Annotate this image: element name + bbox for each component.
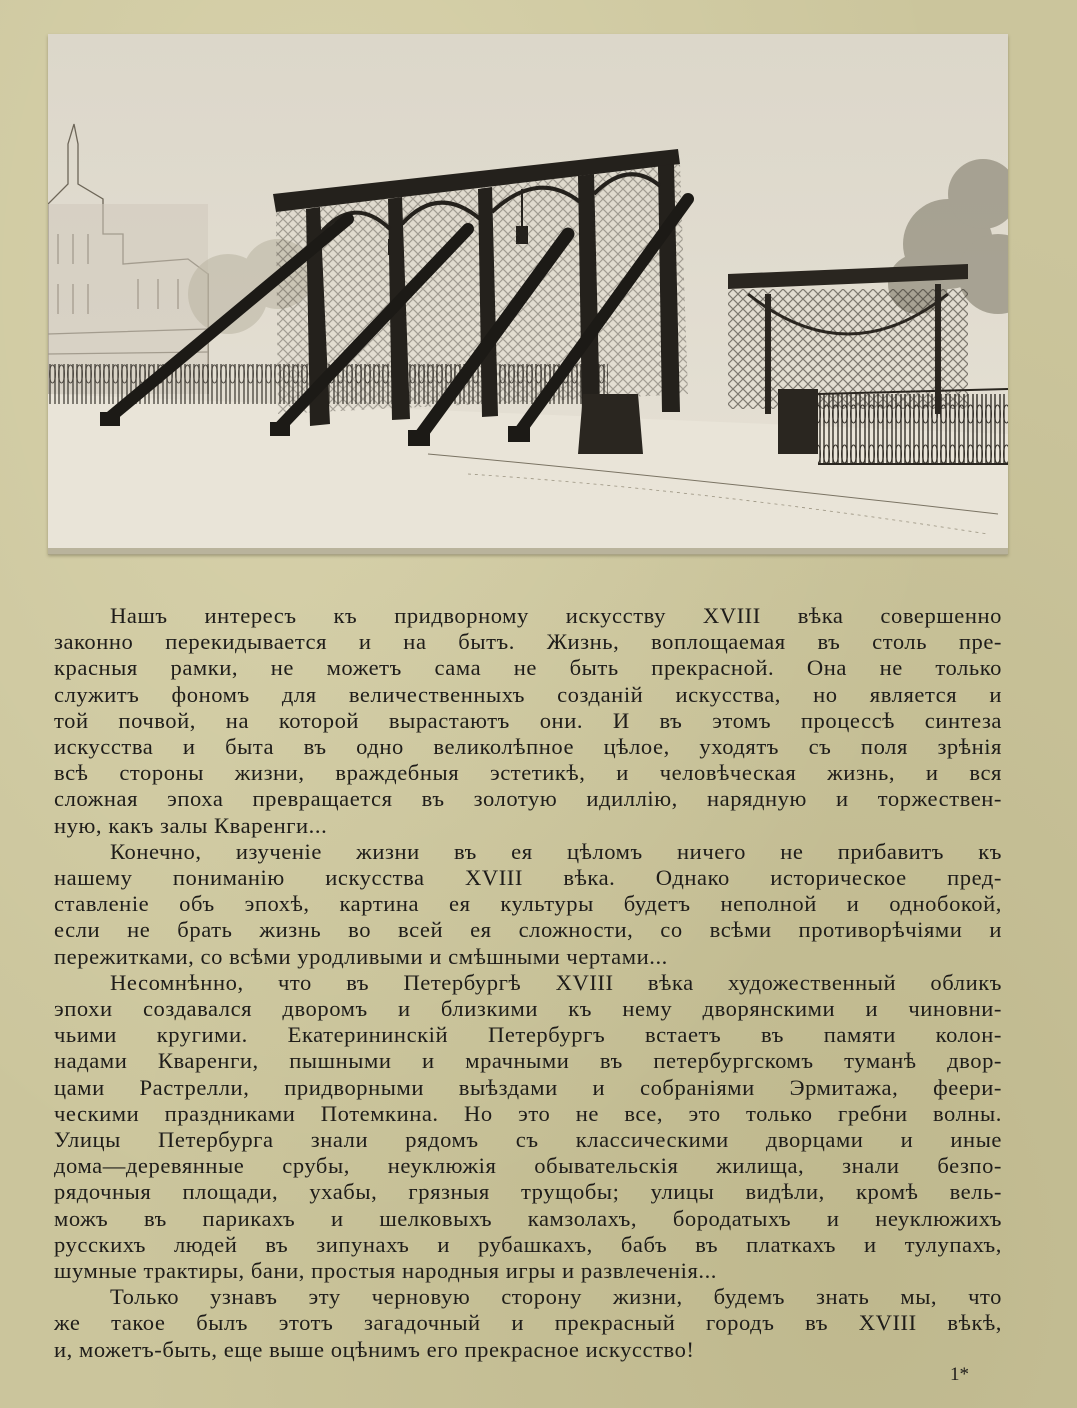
text-line: Улицы Петербурга знали рядомъ съ классическими дворцами и иные bbox=[54, 1127, 1002, 1153]
text-line: нашему пониманію искусства XVIII вѣка. Однако историческое пред- bbox=[54, 865, 1002, 891]
text-line: служитъ фономъ для величественныхъ созданій искусства, но является и bbox=[54, 681, 1002, 707]
bridge-engraving bbox=[48, 34, 1008, 554]
main-text bbox=[54, 603, 1002, 1363]
text-line: чьими кругими. Екатерининскій Петербургъ встаетъ въ памяти колон- bbox=[54, 1022, 1002, 1048]
text-line: Нашъ интересъ къ придворному искусству XVIII вѣка совершенно bbox=[110, 603, 1002, 628]
text-line: искусства и быта въ одно великолѣпное цѣлое, уходятъ съ поля зрѣнія bbox=[54, 734, 1002, 760]
text-line: красныя рамки, не можетъ сама не быть прекрасной. Она не только bbox=[54, 655, 1002, 681]
text-line: ную, какъ залы Кваренги... bbox=[54, 812, 328, 838]
text-line: и, можетъ-быть, еще выше оцѣнимъ его прекрасное искусство! bbox=[54, 1336, 695, 1362]
paragraph-1 bbox=[54, 603, 1002, 839]
text-line: ставленіе объ эпохѣ, картина ея культуры будетъ неполной и однобокой, bbox=[54, 891, 1002, 917]
text-line: надами Кваренги, пышными и мрачными въ петербургскомъ туманѣ двор- bbox=[54, 1048, 1002, 1074]
text-line: пережитками, со всѣми уродливыми и смѣшными чертами... bbox=[54, 943, 668, 969]
paragraph-3 bbox=[54, 970, 1002, 1284]
paragraph-2 bbox=[54, 839, 1002, 970]
text-line: цами Растрелли, придворными выѣздами и собраніями Эрмитажа, феери- bbox=[54, 1074, 1002, 1100]
text-line: Конечно, изученіе жизни въ ея цѣломъ ничего не прибавитъ къ bbox=[110, 838, 1002, 864]
bridge-illustration bbox=[48, 34, 1008, 554]
text-line: эпохи создавался дворомъ и близкими къ нему дворянскими и чиновни- bbox=[54, 996, 1002, 1022]
text-line: всѣ стороны жизни, враждебныя эстетикѣ, и человѣческая жизнь, и вся bbox=[54, 760, 1002, 786]
text-line: рядочныя площади, ухабы, грязныя трущобы; улицы видѣли, кромѣ вель- bbox=[54, 1179, 1002, 1205]
text-line: же такое былъ этотъ загадочный и прекрасный городъ въ XVIII вѣкѣ, bbox=[54, 1310, 1002, 1336]
text-line: Несомнѣнно, что въ Петербургѣ XVIII вѣка художественный обликъ bbox=[110, 969, 1002, 995]
text-line: сложная эпоха превращается въ золотую идиллію, нарядную и торжествен- bbox=[54, 786, 1002, 812]
text-line: если не брать жизнь во всей ея сложности, со всѣми противорѣчіями и bbox=[54, 917, 1002, 943]
page-number: 1* bbox=[950, 1364, 969, 1385]
text-line: законно перекидывается и на бытъ. Жизнь, воплощаемая въ столь пре- bbox=[54, 629, 1002, 655]
text-line: можъ въ парикахъ и шелковыхъ камзолахъ, бородатыхъ и неуклюжихъ bbox=[54, 1205, 1002, 1231]
text-line: шумные трактиры, бани, простыя народныя игры и развлеченія... bbox=[54, 1258, 718, 1284]
paragraph-4 bbox=[54, 1284, 1002, 1363]
text-line: русскихъ людей въ зипунахъ и рубашкахъ, бабъ въ платкахъ и тулупахъ, bbox=[54, 1231, 1002, 1257]
text-line: Только узнавъ эту черновую сторону жизни, будемъ знать мы, что bbox=[110, 1284, 1002, 1310]
text-line: дома—деревянные срубы, неуклюжія обывательскія жилища, знали безпо- bbox=[54, 1153, 1002, 1179]
text-line: той почвой, на которой вырастаютъ они. И въ этомъ процессѣ синтеза bbox=[54, 707, 1002, 733]
text-line: ческими праздниками Потемкина. Но это не все, это только гребни волны. bbox=[54, 1100, 1002, 1126]
